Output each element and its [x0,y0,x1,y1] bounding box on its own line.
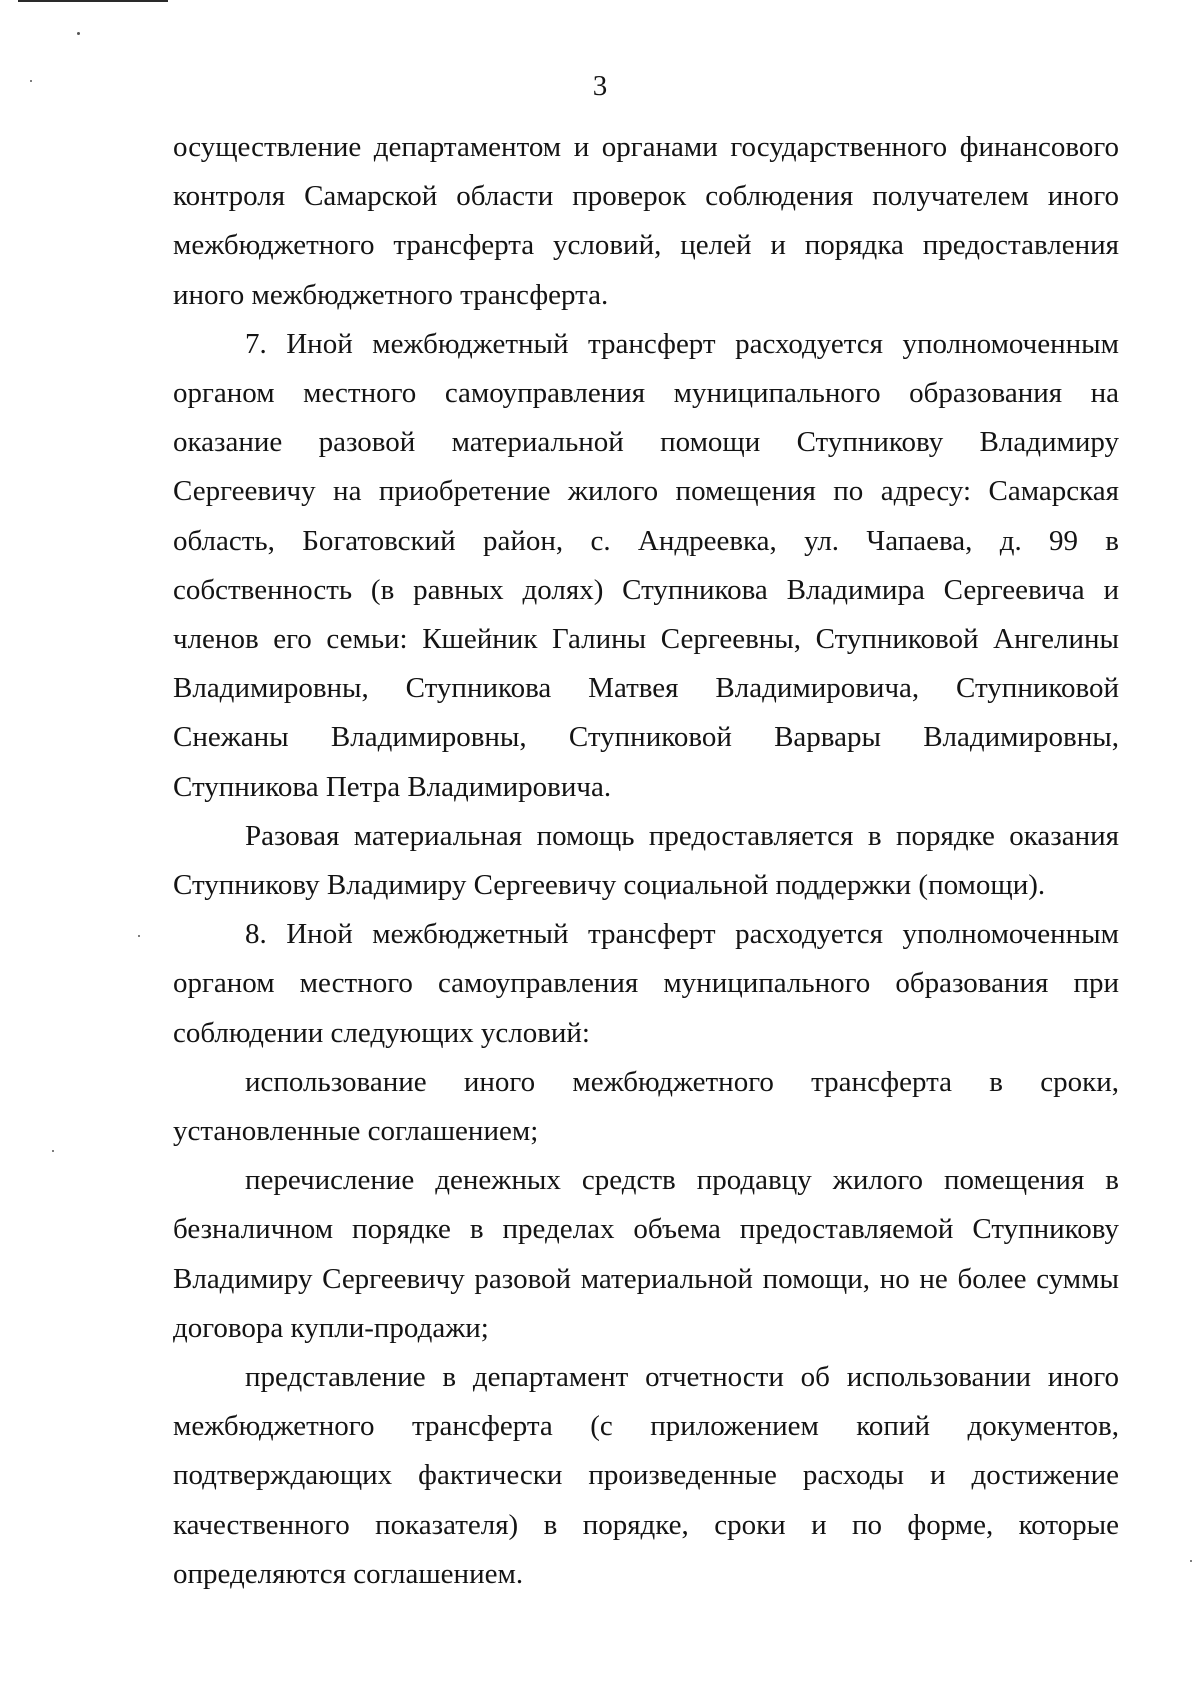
paragraph-5: использование иного межбюджетного трансферта в сроки, установленные соглашением; [173,1065,1119,1148]
paragraph-6: перечисление денежных средств продавцу жилого помещения в безналичном порядке в пределах объема предоставляемой Ступникову Владимиру Сергеевичу разовой материальной помощи, но не более суммы договора купли-продажи; [173,1164,1119,1344]
document-body [173,123,1119,1599]
paragraph-4: 8. Иной межбюджетный трансферт расходуется уполномоченным органом местного самоуправления муниципального образования при соблюдении следующих условий: [173,918,1119,1049]
scan-speck [77,32,80,35]
page-number: 3 [592,70,608,102]
scan-speck [1190,1560,1192,1562]
scan-edge-rule [18,0,168,2]
paragraph-2: 7. Иной межбюджетный трансферт расходуется уполномоченным органом местного самоуправления муниципального образования на оказание разовой материальной помощи Ступникову Владимиру Сергеевичу на приобретение жилого помещения по адресу: Самарская область, Богатовский район, с. Андреевка, ул. Чапаева, д. 99 в собственность (в равных долях) Ступникова Владимира Сергеевича и членов его семьи: Кшейник Галины Сергеевны, Ступниковой Ангелины Владимировны, Ступникова Матвея Владимировича, Ступниковой Снежаны Владимировны, Ступниковой Варвары Владимировны, Ступникова Петра Владимировича. [173,327,1119,803]
paragraph-3: Разовая материальная помощь предоставляется в порядке оказания Ступникову Владимиру Сергеевичу социальной поддержки (помощи). [173,819,1119,902]
paragraph-1: осуществление департаментом и органами государственного финансового контроля Самарской области проверок соблюдения получателем иного межбюджетного трансферта условий, целей и порядка предоставления иного межбюджетного трансферта. [173,131,1119,311]
scan-speck [138,935,140,937]
paragraph-7: представление в департамент отчетности об использовании иного межбюджетного трансферта (с приложением копий документов, подтверждающих фактически произведенные расходы и достижение качественного показателя) в порядке, сроки и по форме, которые определяются соглашением. [173,1361,1119,1590]
scan-speck [52,1150,54,1152]
